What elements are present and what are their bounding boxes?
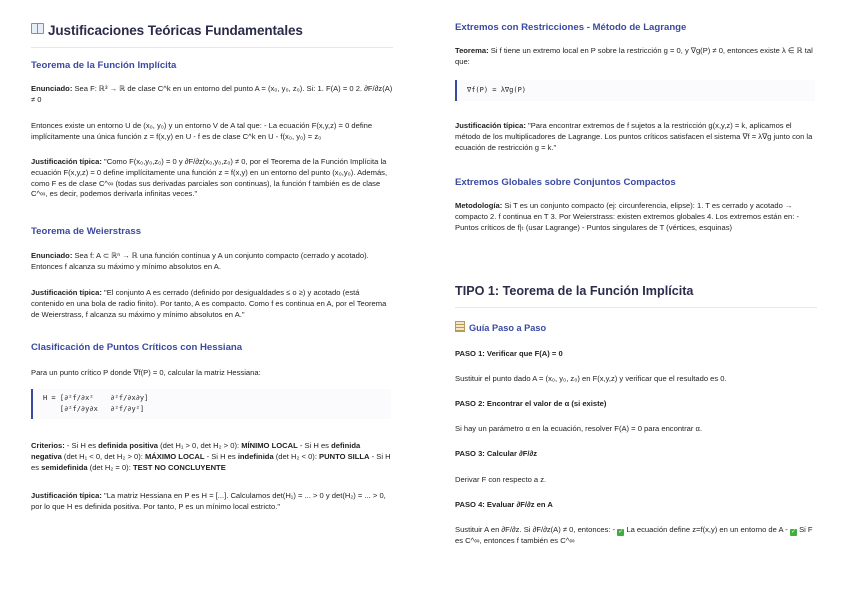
hessian-justification: Justificación típica: "La matriz Hessiana en P es H = [...]. Calculamos det(H₁) = ... > 0 y det(H₂) = ... > 0, por lo que H es definida positiva. Por tanto, P es un mínimo local estricto.": [31, 491, 386, 511]
step1-text: Sustituir el punto dado A = (x₀, y₀, z₀) en F(x,y,z) y verificar que el resultado es 0.: [455, 374, 727, 383]
weierstrass-justification: Justificación típica: "El conjunto A es cerrado (definido por desigualdades ≤ o ≥) y acotado (está contenido en una bola de radio finito). Por tanto, A es compacto. Como f es continua en A, por el Teorema de Weierstrass, f alcanza su máximo y mínimo absolutos en A.": [31, 288, 387, 319]
lagrange-formula: ∇f(P) = λ∇g(P): [455, 80, 815, 101]
step1-title: PASO 1: Verificar que F(A) = 0: [455, 349, 563, 358]
page-title: [31, 21, 393, 48]
implicit-justification: Justificación típica: "Como F(x₀,y₀,z₀) = 0 y ∂F/∂z(x₀,y₀,z₀) ≠ 0, por el Teorema de la Función Implícita la ecuación F(x,y,z) = 0 define implícitamente una función z = f(x,y) en un entorno del punto (x₀,y₀). Además, como F es de clase C^∞ (todas sus derivadas parciales son continuas), la función f también es de clase C^∞, es decir, podemos derivarla infinitas veces.": [31, 157, 388, 199]
guide-heading: Guía Paso a Paso: [455, 321, 546, 335]
lagrange-theorem: Teorema: Si f tiene un extremo local en P sobre la restricción g = 0, y ∇g(P) ≠ 0, entonces existe λ ∈ ℝ tal que:: [455, 46, 813, 66]
heading-implicit-function: Teorema de la Función Implícita: [31, 60, 177, 71]
heading-weierstrass: Teorema de Weierstrass: [31, 226, 142, 237]
global-methodology: Metodología: Si T es un conjunto compacto (ej: circunferencia, elipse): 1. T es cerrado y acotado → compacto 2. f continua en T 3. Por Weierstrass: existen extremos globales 4. Los extremos están en: - Puntos críticos de f|ₜ (usar Lagrange) - Puntos singulares de T (vértices, esquinas): [455, 201, 799, 232]
hessian-matrix: H = [∂²f/∂x² ∂²f/∂x∂y] [∂²f/∂y∂x ∂²f/∂y²]: [31, 389, 391, 419]
step2-text: Si hay un parámetro α en la ecuación, resolver F(A) = 0 para encontrar α.: [455, 424, 703, 433]
weierstrass-statement: Enunciado: Sea f: A ⊂ ℝⁿ → ℝ una función continua y A un conjunto compacto (cerrado y acotado). Entonces f alcanza su máximo y mínimo absolutos en A.: [31, 251, 369, 271]
step4-text: Sustituir A en ∂F/∂z. Si ∂F/∂z(A) ≠ 0, entonces: - ✓ La ecuación define z=f(x,y) en un entorno de A - ✓ Si F es C^∞, entonces f también es C^∞: [455, 525, 813, 545]
heading-global-extrema: Extremos Globales sobre Conjuntos Compactos: [455, 177, 676, 188]
check-icon: ✓: [618, 529, 624, 535]
implicit-conclusion: Entonces existe un entorno U de (x₀, y₀) y un entorno V de A tal que: - La ecuación F(x,y,z) = 0 define implícitamente una única función z = f(x,y) en U - f es de clase C^k en U - f(x₀, y₀) = z₀: [31, 121, 373, 141]
book-icon: [31, 23, 44, 34]
step2-title: PASO 2: Encontrar el valor de α (si existe): [455, 399, 607, 408]
step4-title: PASO 4: Evaluar ∂F/∂z en A: [455, 500, 553, 509]
page-title-text: Justificaciones Teóricas Fundamentales: [48, 23, 303, 38]
heading-hessian: Clasificación de Puntos Críticos con Hessiana: [31, 342, 243, 353]
memo-icon: [455, 321, 465, 332]
hessian-intro: Para un punto crítico P donde ∇f(P) = 0, calcular la matriz Hessiana:: [31, 368, 261, 377]
step3-title: PASO 3: Calcular ∂F/∂z: [455, 449, 538, 458]
lagrange-justification: Justificación típica: "Para encontrar extremos de f sujetos a la restricción g(x,y,z) = k, aplicamos el método de los multiplicadores de Lagrange. Los puntos críticos satisfacen el sistema ∇f = λ∇g junto con la ecuación de restricción g = k.": [455, 121, 813, 152]
check-icon: ✓: [790, 529, 796, 535]
hessian-criteria: Criterios: - Si H es definida positiva (det H₁ > 0, det H₂ > 0): MÍNIMO LOCAL - Si H es definida negativa (det H₁ < 0, det H₂ > 0): MÁXIMO LOCAL - Si H es indefinida (det H₂ < 0): PUNTO SILLA - Si H es semidefinida (det H₂ = 0): TEST NO CONCLUYENTE: [31, 441, 391, 472]
heading-tipo1: TIPO 1: Teorema de la Función Implícita: [455, 283, 817, 308]
step3-text: Derivar F con respecto a z.: [455, 475, 547, 484]
heading-lagrange: Extremos con Restricciones - Método de Lagrange: [455, 22, 687, 33]
implicit-statement: Enunciado: Sea F: ℝ³ → ℝ de clase C^k en un entorno del punto A = (x₀, y₀, z₀). Si: 1. F(A) = 0 2. ∂F/∂z(A) ≠ 0: [31, 84, 393, 104]
